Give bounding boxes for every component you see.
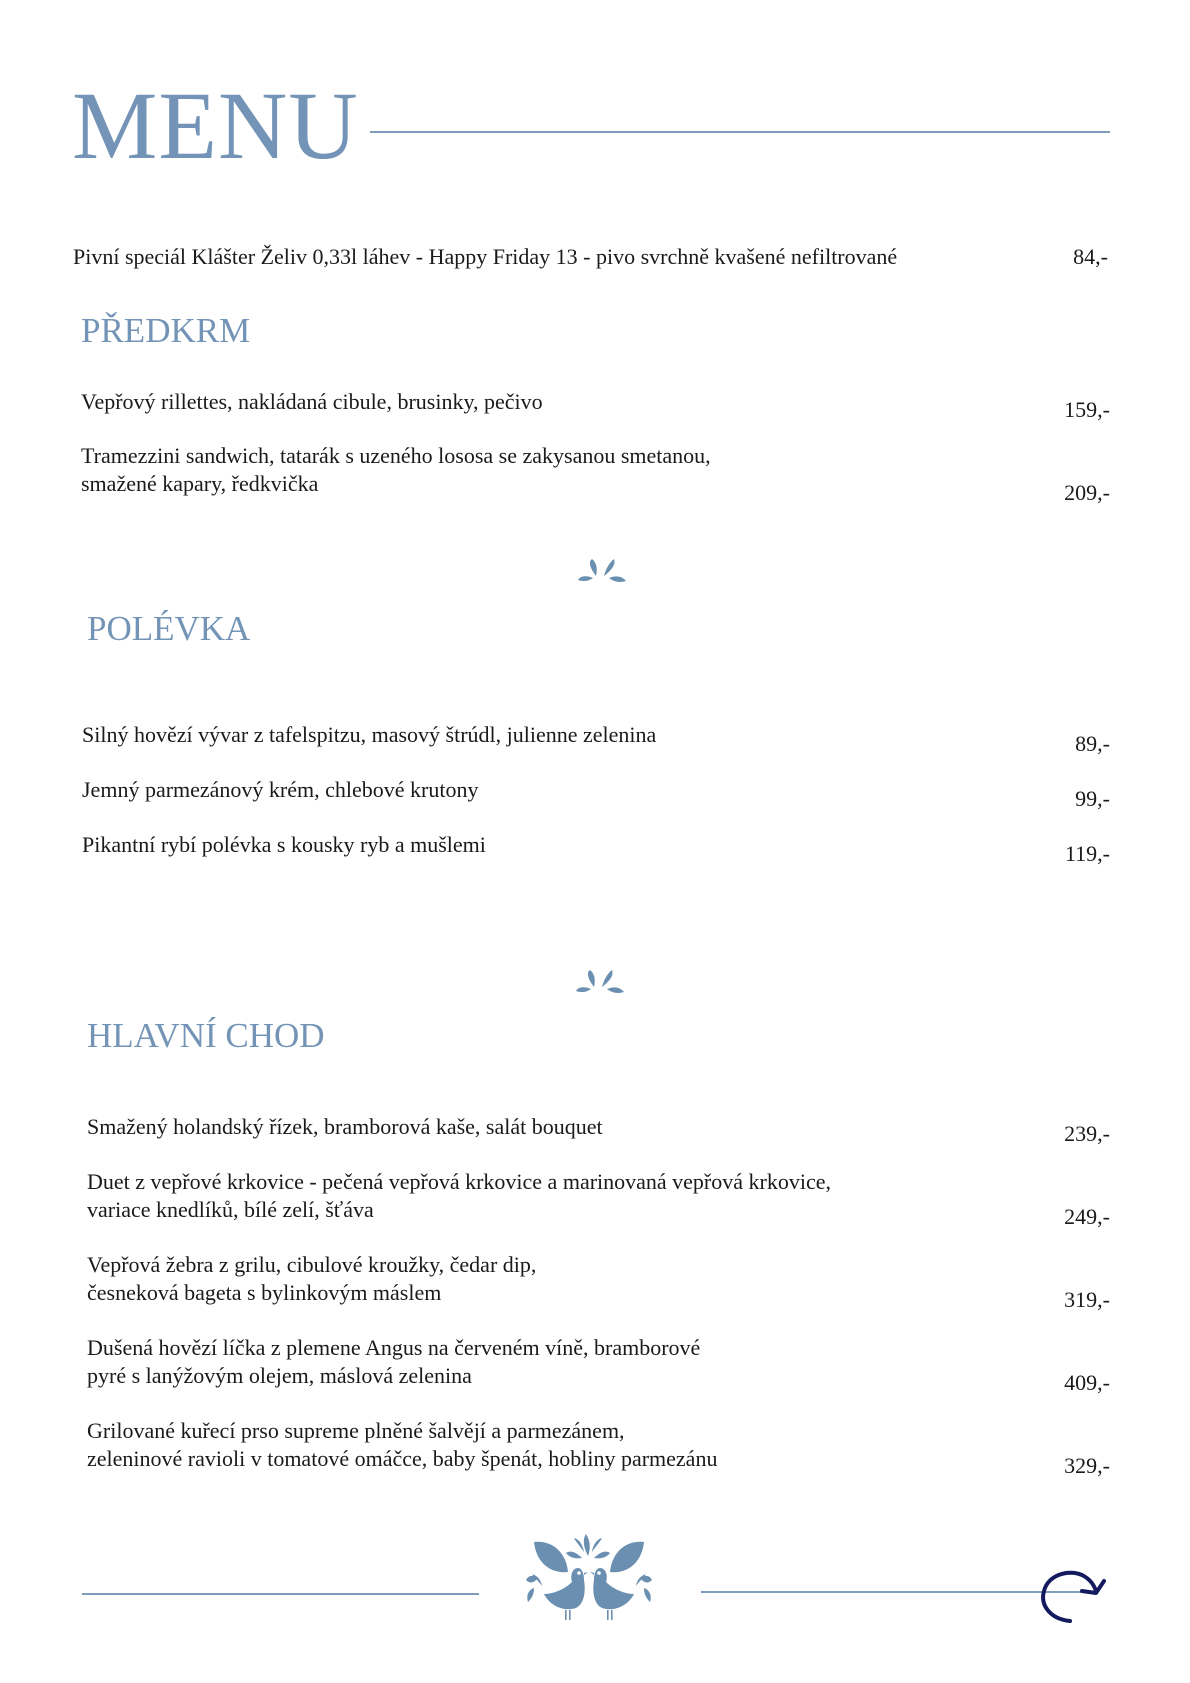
item-line: pyré s lanýžovým olejem, máslová zelenina <box>87 1363 472 1388</box>
section-title-predkrm: PŘEDKRM <box>81 311 251 350</box>
menu-item <box>87 1417 717 1473</box>
drop-flourish-icon <box>576 556 628 584</box>
page-title: MENU <box>72 72 359 179</box>
item-price: 329,- <box>1064 1453 1110 1478</box>
rotate-arrow-icon[interactable] <box>1036 1565 1108 1632</box>
item-line: česneková bageta s bylinkovým máslem <box>87 1280 442 1305</box>
menu-item <box>87 1334 700 1390</box>
item-price: 319,- <box>1064 1287 1110 1312</box>
item-line: Vepřová žebra z grilu, cibulové kroužky, čedar dip, <box>87 1252 537 1277</box>
item-price: 409,- <box>1064 1370 1110 1395</box>
menu-item <box>87 1168 831 1224</box>
item-line: Vepřový rillettes, nakládaná cibule, brusinky, pečivo <box>81 389 543 414</box>
menu-item: Silný hovězí vývar z tafelspitzu, masový štrúdl, julienne zelenina <box>82 722 657 747</box>
section-title-hlavni-chod: HLAVNÍ CHOD <box>87 1016 325 1055</box>
menu-item <box>87 1251 536 1307</box>
menu-item: Pikantní rybí polévka s kousky ryb a mušlemi <box>82 832 486 857</box>
menu-item: Jemný parmezánový krém, chlebové krutony <box>82 777 479 802</box>
item-price: 99,- <box>1075 786 1110 811</box>
item-line: smažené kapary, ředkvička <box>81 471 319 496</box>
item-line: Grilované kuřecí prso supreme plněné šalvějí a parmezánem, <box>87 1418 625 1443</box>
item-line: variace knedlíků, bílé zelí, šťáva <box>87 1197 374 1222</box>
item-price: 159,- <box>1064 397 1110 422</box>
footer-divider-left <box>82 1593 479 1595</box>
item-price: 249,- <box>1064 1204 1110 1229</box>
menu-item <box>81 442 711 498</box>
item-price: 209,- <box>1064 480 1110 505</box>
menu-item: Smažený holandský řízek, bramborová kaše, salát bouquet <box>87 1114 603 1139</box>
footer-divider-right <box>701 1591 1086 1593</box>
item-price: 119,- <box>1064 841 1110 866</box>
title-divider <box>370 131 1110 133</box>
item-line: Dušená hovězí líčka z plemene Angus na červeném víně, bramborové <box>87 1335 701 1360</box>
menu-item <box>81 388 543 416</box>
birds-folk-ornament-icon <box>524 1528 654 1628</box>
item-line: zeleninové ravioli v tomatové omáčce, baby špenát, hobliny parmezánu <box>87 1446 718 1471</box>
item-price: 239,- <box>1064 1121 1110 1146</box>
item-line: Tramezzini sandwich, tatarák s uzeného lososa se zakysanou smetanou, <box>81 443 711 468</box>
section-title-polevka: POLÉVKA <box>87 609 251 648</box>
item-price: 89,- <box>1075 731 1110 756</box>
special-price: 84,- <box>1073 244 1108 269</box>
special-item: Pivní speciál Klášter Želiv 0,33l láhev - Happy Friday 13 - pivo svrchně kvašené nefiltrované <box>73 244 898 269</box>
drop-flourish-icon <box>574 967 626 995</box>
item-line: Duet z vepřové krkovice - pečená vepřová krkovice a marinovaná vepřová krkovice, <box>87 1169 831 1194</box>
